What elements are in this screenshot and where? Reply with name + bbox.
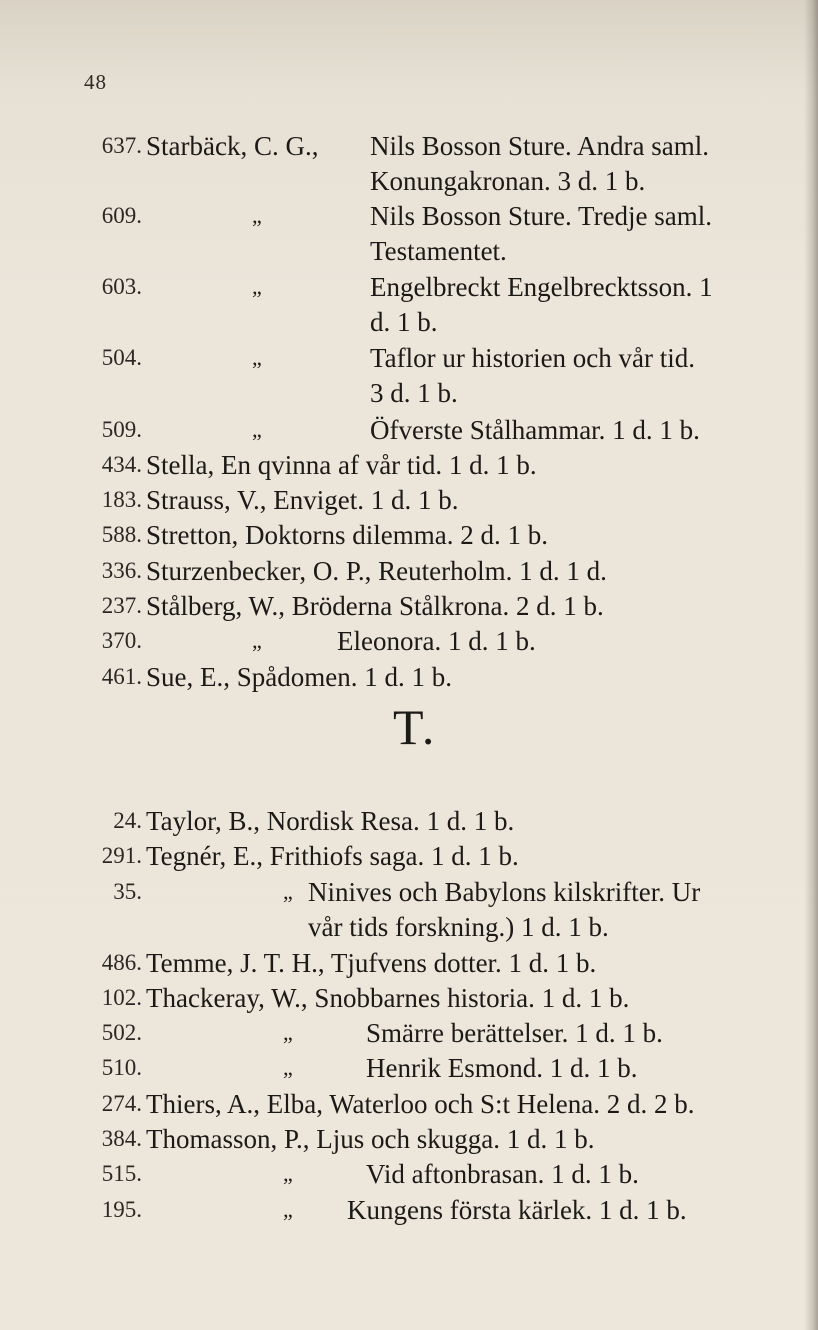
entry-row [0, 1192, 818, 1228]
ditto-mark: „ [283, 1161, 293, 1186]
entry-number: 183. [101, 487, 142, 512]
entry-row [0, 838, 818, 874]
entry-number: 370. [101, 628, 142, 653]
entry-row [0, 803, 818, 839]
entry-row [0, 980, 818, 1016]
entry-row [0, 340, 818, 376]
entry-text: Tegnér, E., Frithiofs saga. 1 d. 1 b. [146, 841, 519, 871]
entry-number: 195. [101, 1197, 142, 1222]
entry-text: Thiers, A., Elba, Waterloo och S:t Helena. 2 d. 2 b. [146, 1089, 695, 1119]
entry-number: 102. [101, 985, 142, 1010]
entry-number: 510. [101, 1055, 142, 1080]
entry-title-continued: vår tids forskning.) 1 d. 1 b. [308, 912, 609, 942]
entry-number: 24. [113, 808, 142, 833]
entry-title: Kungens första kärlek. 1 d. 1 b. [347, 1195, 687, 1225]
entry-title: Eleonora. 1 d. 1 b. [337, 626, 536, 656]
ditto-mark: „ [252, 345, 262, 370]
section-letter-heading: T. [393, 699, 437, 755]
entry-row [0, 1050, 818, 1086]
entry-text: Stretton, Doktorns dilemma. 2 d. 1 b. [146, 520, 548, 550]
entry-title: Henrik Esmond. 1 d. 1 b. [366, 1053, 638, 1083]
entry-row [0, 1121, 818, 1157]
entry-number: 515. [101, 1161, 142, 1186]
entry-number: 291. [101, 843, 142, 868]
entry-number: 609. [101, 203, 142, 228]
entry-number: 461. [101, 664, 142, 689]
entry-title: Ninives och Babylons kilskrifter. Ur [308, 877, 701, 907]
ditto-mark: „ [283, 1197, 293, 1222]
entry-row [0, 269, 818, 305]
entry-title: Nils Bosson Sture. Andra saml. [370, 131, 710, 161]
ditto-mark: „ [252, 203, 262, 228]
entry-title-continued: d. 1 b. [370, 307, 438, 337]
entry-number: 274. [101, 1091, 142, 1116]
entry-title: Engelbreckt Engelbrecktsson. 1 [370, 272, 713, 302]
ditto-mark: „ [252, 417, 262, 442]
entry-number: 35. [113, 879, 142, 904]
entry-number: 434. [101, 452, 142, 477]
entry-title: Smärre berättelser. 1 d. 1 b. [366, 1018, 663, 1048]
entry-author: Starbäck, C. G., [146, 131, 319, 161]
entry-row [0, 623, 818, 659]
entry-continuation [0, 163, 818, 199]
ditto-mark: „ [252, 274, 262, 299]
entry-row [0, 874, 818, 910]
entry-continuation [0, 304, 818, 340]
entry-text: Sue, E., Spådomen. 1 d. 1 b. [146, 662, 452, 692]
entry-number: 588. [101, 522, 142, 547]
entry-row [0, 482, 818, 518]
entry-row [0, 517, 818, 553]
entry-text: Stålberg, W., Bröderna Stålkrona. 2 d. 1 b. [146, 591, 604, 621]
entry-row [0, 128, 818, 164]
entry-text: Thomasson, P., Ljus och skugga. 1 d. 1 b. [146, 1124, 595, 1154]
page-number: 48 [84, 70, 107, 94]
entry-text: Thackeray, W., Snobbarnes historia. 1 d. 1 b. [146, 983, 630, 1013]
entry-title: Öfverste Stålhammar. 1 d. 1 b. [370, 415, 700, 445]
ditto-mark: „ [252, 628, 262, 653]
ditto-mark: „ [283, 1055, 293, 1080]
entry-title-continued: 3 d. 1 b. [370, 378, 458, 408]
entry-number: 509. [101, 417, 142, 442]
entry-continuation [0, 233, 818, 269]
entry-text: Stella, En qvinna af vår tid. 1 d. 1 b. [146, 450, 537, 480]
entry-number: 336. [101, 558, 142, 583]
entry-continuation [0, 909, 818, 945]
entry-row [0, 588, 818, 624]
entry-row [0, 1015, 818, 1051]
entry-title: Nils Bosson Sture. Tredje saml. [370, 201, 713, 231]
entry-title-continued: Konungakronan. 3 d. 1 b. [370, 166, 646, 196]
entry-row [0, 659, 818, 695]
ditto-mark: „ [283, 879, 293, 904]
entry-row [0, 945, 818, 981]
entry-number: 486. [101, 950, 142, 975]
entry-continuation [0, 375, 818, 411]
entry-text: Strauss, V., Enviget. 1 d. 1 b. [146, 485, 459, 515]
entry-number: 502. [101, 1020, 142, 1045]
entry-row [0, 198, 818, 234]
entry-number: 603. [101, 274, 142, 299]
entry-number: 384. [101, 1126, 142, 1151]
entry-row [0, 412, 818, 448]
entry-title: Taflor ur historien och vår tid. [370, 343, 696, 373]
entry-row [0, 553, 818, 589]
entry-number: 637. [101, 133, 142, 158]
entry-row [0, 1086, 818, 1122]
entry-row [0, 1156, 818, 1192]
entry-title: Vid aftonbrasan. 1 d. 1 b. [366, 1159, 639, 1189]
entry-number: 237. [101, 593, 142, 618]
entry-row [0, 447, 818, 483]
entry-number: 504. [101, 345, 142, 370]
entry-text: Taylor, B., Nordisk Resa. 1 d. 1 b. [146, 806, 515, 836]
ditto-mark: „ [283, 1020, 293, 1045]
entry-title-continued: Testamentet. [370, 236, 507, 266]
entry-text: Sturzenbecker, O. P., Reuterholm. 1 d. 1 d. [146, 556, 607, 586]
entry-text: Temme, J. T. H., Tjufvens dotter. 1 d. 1 b. [146, 948, 597, 978]
